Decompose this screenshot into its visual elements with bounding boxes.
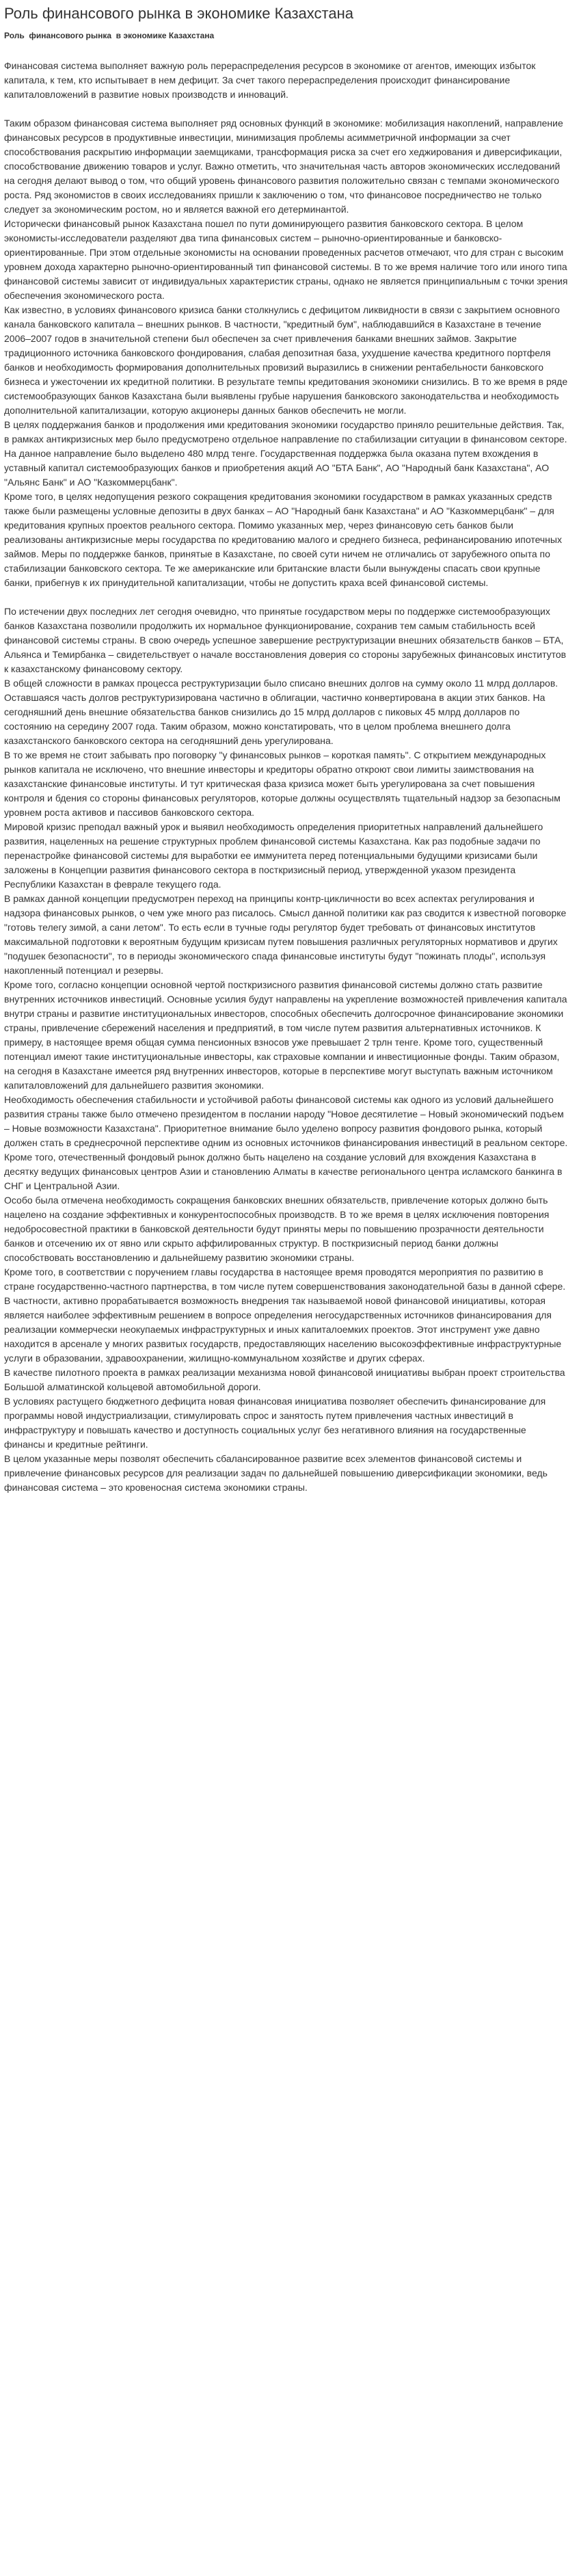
article-subtitle: Роль финансового рынка в экономике Казахстана [4, 31, 215, 40]
article-paragraph: Необходимость обеспечения стабильности и устойчивой работы финансовой системы как одного из условий дальнейшего развития страны также было отмечено президентом в послании народу "Новое десятилетие – Новый экономический подъем – Новые возможности Казахстана". Приоритетное внимание было уделено вопросу развития фондового рынка, который должен стать в среднесрочной перспективе одним из основных источников финансирования инвестиций в реальном секторе. Кроме того, отечественный фондовый рынок должно быть нацелено на создание условий для вхождения Казахстана в десятку ведущих финансовых центров Азии и становлению Алматы в качестве регионального центра исламского банкинга в СНГ и Центральной Азии. [4, 1094, 568, 1191]
article-paragraph: В качестве пилотного проекта в рамках реализации механизма новой финансовой инициативы выбран проект строительства Большой алматинской кольцевой автомобильной дороги. [4, 1367, 565, 1392]
article-paragraph: В рамках данной концепции предусмотрен переход на принципы контр-цикличности во всех аспектах регулирования и надзора финансовых рынков, о чем уже много раз писалось. Смысл данной политики как раз сводится к известной поговорке "готовь телегу зимой, а сани летом". То есть если в тучные годы регулятор будет требовать от финансовых институтов максимальной подготовки к вероятным будущим кризисам путем повышения различных регуляторных нормативов и других "подушек безопасности", то в периоды экономического спада финансовые институты будут "пожинать плоды", используя накопленный потенциал и резервы. [4, 893, 567, 976]
article-paragraph: В частности, активно прорабатывается возможность внедрения так называемой новой финансовой инициативы, которая является наиболее эффективным решением в вопросе определения негосударственных источников финансирования для реализации коммерчески неокупаемых инфраструктурных и иных капиталоемких проектов. Этот инструмент уже давно находится в арсенале у многих развитых государств, предоставляющих населению высокоэффективные инфраструктурные услуги в образовании, здравоохранении, жилищно-коммунальном хозяйстве и других сферах. [4, 1295, 562, 1364]
article-title: Роль финансового рынка в экономике Казахстана [4, 5, 353, 22]
article-paragraph: Особо была отмечена необходимость сокращения банковских внешних обязательств, привлечение которых должно быть нацелено на создание эффективных и конкурентоспособных производств. В то же время в целях исключения повторения недобросовестной практики в банковской деятельности будут приняты меры по повышению прозрачности деятельности банков и отсечению их от явно или скрыто аффилированных структур. В посткризисный период банки должны способствовать восстановлению и дальнейшему развитию экономики страны. [4, 1195, 550, 1263]
article-paragraph: В условиях растущего бюджетного дефицита новая финансовая инициатива позволяет обеспечить финансирование для программы новой индустриализации, стимулировать спрос и занятость путем привлечения частных инвестиций в инфраструктуру и повышать качество и доступность социальных услуг без негативного влияния на государственные финансы и кредитные рейтинги. [4, 1396, 546, 1450]
article-paragraph: Мировой кризис преподал важный урок и выявил необходимость определения приоритетных направлений дальнейшего развития, нацеленных на решение структурных проблем финансовой системы Казахстана. Как раз подобные задачи по перенастройке финансовой системы для выработки ее иммунитета перед потенциальными будущими кризисами были заложены в Концепции развития финансового сектора в посткризисный период, утвержденной указом президента Республики Казахстан в феврале текущего года. [4, 821, 543, 890]
article-paragraph: В целях поддержания банков и продолжения ими кредитования экономики государство приняло решительные действия. Так, в рамках антикризисных мер было предусмотрено отдельное направление по стабилизации ситуации в финансовом секторе. На данное направление было выделено 480 млрд тенге. Государственная поддержка была оказана путем вхождения в уставный капитал системообразующих банков и приобретения акций АО "БТА Банк", АО "Народный банк Казахстана", АО "Альянс Банк" и АО "Казкоммерцбанк". [4, 419, 567, 488]
article-paragraph: Финансовая система выполняет важную роль перераспределения ресурсов в экономике от агентов, имеющих избыток капитала, к тем, кто испытывает в нем дефицит. За счет такого перераспределения происходит финансирование капиталовложений в развитие новых производств и инноваций. [4, 60, 536, 100]
article-paragraph: Кроме того, в соответствии с поручением главы государства в настоящее время проводятся мероприятия по развитию в стране государственно-частного партнерства, в том числе путем совершенствования законодательной базы в данной сфере. [4, 1266, 566, 1292]
article-paragraph: Кроме того, в целях недопущения резкого сокращения кредитования экономики государством в рамках указанных средств также были размещены условные депозиты в двух банках – АО "Народный банк Казахстана" и АО "Казкоммерцбанк" – для кредитования крупных проектов реального сектора. Помимо указанных мер, через финансовую сеть банков были реализованы антикризисные меры государства по кредитованию малого и среднего бизнеса, рефинансированию ипотечных займов. Меры по поддержке банков, принятые в Казахстане, по своей сути ничем не отличались от зарубежного опыта по стабилизации банковского сектора. Те же американские или британские власти были вынуждены спасать свои крупные банки, прибегнув к их принудительной капитализации, чтобы не допустить краха всей финансовой системы. [4, 491, 562, 588]
article-paragraph: Как известно, в условиях финансового кризиса банки столкнулись с дефицитом ликвидности в связи с закрытием основного канала банковского капитала – внешних рынков. В частности, "кредитный бум", наблюдавшийся в Казахстане в течение 2006–2007 годов в значительной степени был обеспечен за счет привлечения банками внешних займов. Закрытие традиционного источника банковского фондирования, слабая депозитная база, ухудшение качества кредитного портфеля банков и необходимость формирования дополнительных провизий выразились в снижении рентабельности банковского бизнеса и ужесточении их кредитной политики. В результате темпы кредитования экономики снизились. В то же время в ряде системообразующих банков Казахстана были выявлены грубые нарушения банковского законодательства и необходимость дополнительной капитализации, которую акционеры данных банков обеспечить не могли. [4, 304, 568, 416]
article-paragraph: В то же время не стоит забывать про поговорку "у финансовых рынков – короткая память". С открытием международных рынков капитала не исключено, что внешние инвесторы и кредиторы обратно откроют свои лимиты заимствования на казахстанские финансовые институты. И тут критическая фаза кризиса может быть урегулирована за счет повышения контроля и бдения со стороны финансовых регуляторов, которые должны осуществлять тщательный надзор за безопасным уровнем роста активов и пассивов банковского сектора. [4, 749, 561, 818]
article-body [4, 59, 569, 1495]
article-paragraph: Таким образом финансовая система выполняет ряд основных функций в экономике: мобилизация накоплений, направление финансовых ресурсов в продуктивные инвестиции, минимизация проблемы асимметричной информации за счет способствования раскрытию информации заемщиками, трансформация риска за счет его хеджирования и диверсификации, способствование движению товаров и услуг. Важно отметить, что значительная часть авторов экономических исследований на сегодня делают вывод о том, что общий уровень финансового развития положительно связан с темпами экономического роста. Ряд экономистов в своих исследованиях пришли к заключению о том, что финансовое посредничество не только следует за экономическим ростом, но и является важной его детерминантой. [4, 118, 563, 215]
article-paragraph: Исторически финансовый рынок Казахстана пошел по пути доминирующего развития банковского сектора. В целом экономисты-исследователи разделяют два типа финансовых систем – рыночно-ориентированные и банковско-ориентированные. При этом отдельные экономисты на основании проведенных расчетов отмечают, что для стран с высоким уровнем дохода характерно рыночно-ориентированный тип финансовой системы. В то же время наличие того или иного типа финансовой системы зависит от индивидуальных характеристик страны, однако не является принципиальным с точки зрения обеспечения экономического роста. [4, 218, 568, 301]
article-paragraph: В целом указанные меры позволят обеспечить сбалансированное развитие всех элементов финансовой системы и привлечение финансовых ресурсов для реализации задач по дальнейшей повышению диверсификации экономики, ведь финансовая система – это кровеносная система экономики страны. [4, 1453, 548, 1493]
article-paragraph: В общей сложности в рамках процесса реструктуризации было списано внешних долгов на сумму около 11 млрд долларов. Оставшаяся часть долгов реструктуризирована частично в облигации, частично конвертирована в акции этих банков. На сегодняшний день внешние обязательства банков снизились до 15 млрд долларов с пиковых 45 млрд долларов по состоянию на середину 2007 года. Таким образом, можно констатировать, что в целом проблема внешнего долга казахстанского банковского сектора на сегодняшний день урегулирована. [4, 678, 558, 746]
article-paragraph: По истечении двух последних лет сегодня очевидно, что принятые государством меры по поддержке системообразующих банков Казахстана позволили продолжить их нормальное функционирование, сохранив тем самым стабильность всей финансовой системы страны. В свою очередь успешное завершение реструктуризации внешних обязательств банков – БТА, Альянса и Темирбанка – свидетельствует о начале восстановления доверия со стороны зарубежных финансовых институтов к казахстанскому финансовому сектору. [4, 606, 567, 674]
article-paragraph: Кроме того, согласно концепции основной чертой посткризисного развития финансовой системы должно стать развитие внутренних источников инвестиций. Основные усилия будут направлены на укрепление возможностей привлечения капитала внутри страны и развитие институциональных инвесторов, способных обеспечить долгосрочное финансирование экономики страны, привлечение сбережений населения и предприятий, в том числе путем развития альтернативных источников. К примеру, в настоящее время общая сумма пенсионных взносов уже превышает 2 трлн тенге. Кроме того, существенный потенциал имеют такие институциональные инвесторы, как страховые компании и инвестиционные фонды. Таким образом, на сегодня в Казахстане имеется ряд внутренних инвесторов, которые в перспективе могут выступать важным источником капиталовложений для дальнейшего развития экономики. [4, 979, 567, 1091]
